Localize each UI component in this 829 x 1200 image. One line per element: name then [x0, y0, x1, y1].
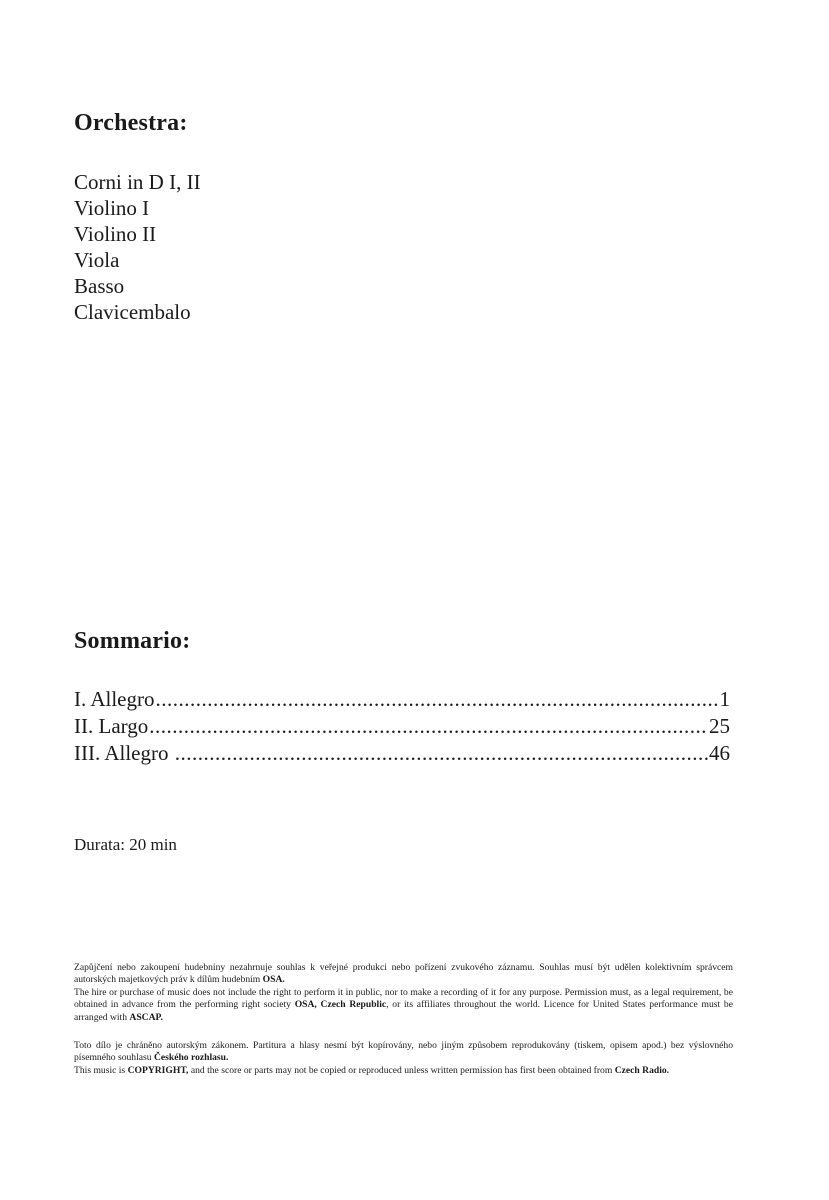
- legal-text-bold: Czech Radio.: [614, 1064, 670, 1076]
- toc-entry: [74, 713, 730, 740]
- legal-notice-copyright: [74, 1040, 733, 1077]
- toc-entry: [74, 740, 730, 767]
- toc-leader-dots: [155, 686, 718, 713]
- instrument-item: Violino I: [74, 196, 150, 220]
- legal-text: This music is: [74, 1064, 128, 1076]
- legal-paragraph-cz: [74, 1040, 733, 1065]
- legal-text: , or its affiliates throughout the world. Licence for United States performance must be arranged with: [74, 999, 733, 1023]
- toc-entry-title: II. Largo: [74, 714, 149, 738]
- toc-entry-title: I. Allegro: [74, 687, 155, 711]
- legal-text: Zapůjčení nebo zakoupení hudebniny nezahrnuje souhlas k veřejné produkci nebo pořízení zvukového záznamu. Souhlas musí být udělen kolektivním správcem autorských majetkových práv k dílům hudebním: [74, 962, 733, 986]
- instrument-item: Corni in D I, II: [74, 170, 201, 194]
- legal-text-bold: ASCAP.: [129, 1011, 163, 1023]
- legal-notice-performance: [74, 962, 733, 1024]
- legal-text: and the score or parts may not be copied or reproduced unless written permission has first been obtained from: [188, 1064, 615, 1076]
- toc-entry-title: III. Allegro: [74, 741, 174, 765]
- legal-paragraph-cz: [74, 962, 733, 987]
- legal-text: Toto dílo je chráněno autorským zákonem. Partitura a hlasy nesmí být kopírovány, nebo jiným způsobem reprodukovány (tiskem, opisem apod.) bez výslovného písemného souhlasu: [74, 1040, 733, 1064]
- toc-entry-page: 1: [719, 687, 730, 711]
- instrument-list: [74, 169, 201, 325]
- legal-text: The hire or purchase of music does not include the right to perform it in public, nor to make a recording of it for any purpose. Permission must, as a legal requirement, be obtained in advance from the performing right society: [74, 986, 733, 1011]
- instrument-item: Viola: [74, 248, 120, 272]
- instrument-item: Basso: [74, 274, 125, 298]
- legal-text-bold: Českého rozhlasu.: [153, 1052, 229, 1064]
- sommario-heading: Sommario:: [74, 628, 191, 654]
- legal-paragraph-en: [74, 1065, 733, 1077]
- toc-leader-dots: [175, 740, 708, 767]
- instrument-item: Violino II: [74, 222, 157, 246]
- legal-text-bold: OSA, Czech Republic: [294, 999, 387, 1011]
- toc-entry-page: 25: [709, 714, 730, 738]
- duration-text: Durata: 20 min: [74, 835, 177, 854]
- orchestra-heading: Orchestra:: [74, 110, 188, 136]
- toc-entry: [74, 686, 730, 713]
- instrument-item: Clavicembalo: [74, 300, 191, 324]
- table-of-contents: [74, 686, 730, 767]
- legal-paragraph-en: [74, 987, 733, 1024]
- legal-text-bold: OSA.: [262, 974, 285, 986]
- toc-entry-page: 46: [709, 741, 730, 765]
- legal-text-bold: COPYRIGHT,: [127, 1064, 189, 1076]
- toc-leader-dots: [149, 713, 708, 740]
